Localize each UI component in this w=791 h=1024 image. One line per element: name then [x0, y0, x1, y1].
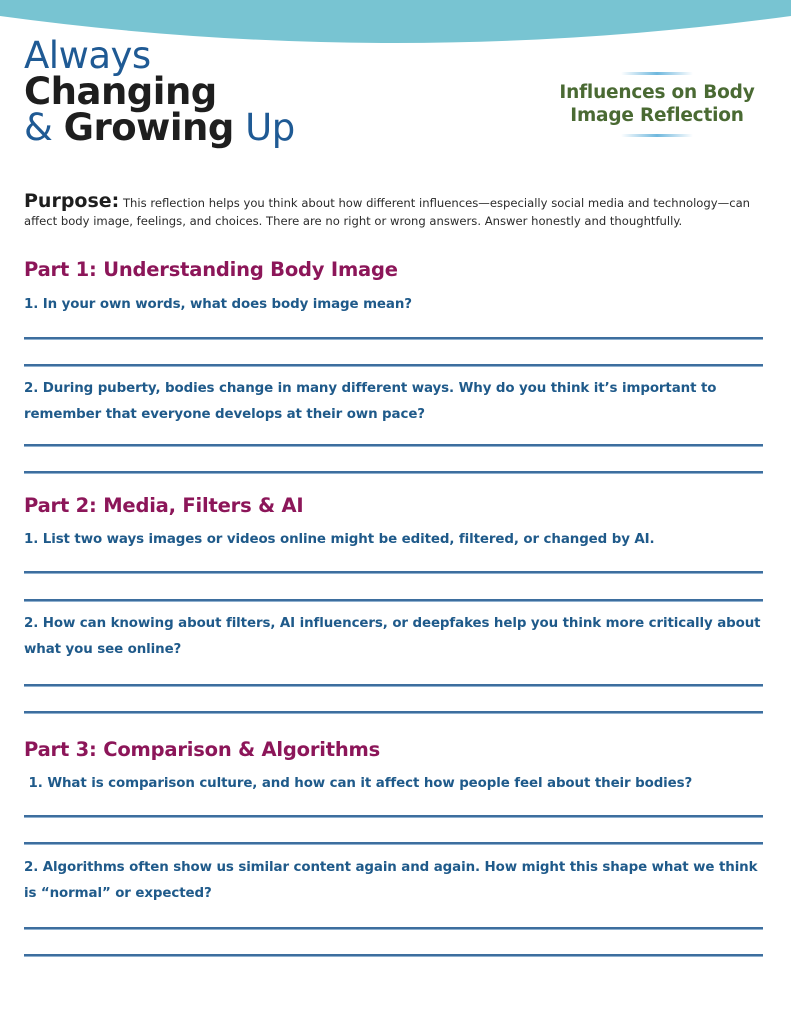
- answer-line[interactable]: [24, 571, 763, 574]
- worksheet-title-line2: Image Reflection: [570, 105, 744, 126]
- answer-line[interactable]: [24, 444, 763, 447]
- purpose-paragraph: [24, 192, 774, 230]
- answer-line[interactable]: [24, 927, 763, 930]
- answer-line[interactable]: [24, 711, 763, 714]
- purpose-label: Purpose:: [24, 190, 120, 212]
- brand-logo: [24, 34, 295, 149]
- question-1-2: 2. During puberty, bodies change in many different ways. Why do you think it’s important to remember that everyone develops at their own pace?: [24, 381, 717, 422]
- answer-line[interactable]: [24, 337, 763, 340]
- question-3-1: 1. What is comparison culture, and how can it affect how people feel about their bodies?: [24, 776, 693, 791]
- logo-line-always: Always: [24, 34, 151, 77]
- answer-line[interactable]: [24, 364, 763, 367]
- badge-bottom-swoosh-icon: [621, 134, 693, 137]
- answer-line[interactable]: [24, 471, 763, 474]
- worksheet-title-line1: Influences on Body: [559, 82, 755, 103]
- logo-growing: Growing: [63, 106, 234, 149]
- logo-line-changing: Changing: [24, 70, 217, 113]
- question-2-2: 2. How can knowing about filters, AI influencers, or deepfakes help you think more critically about what you see online?: [24, 616, 761, 657]
- section-heading-part-1: Part 1: Understanding Body Image: [24, 258, 398, 281]
- answer-line[interactable]: [24, 599, 763, 602]
- badge-top-swoosh-icon: [621, 72, 693, 75]
- purpose-text: This reflection helps you think about how different influences—especially social media and technology—can affect body image, feelings, and choices. There are no right or wrong answers. Answer honestly and thoughtfully.: [24, 196, 751, 228]
- worksheet-title: [548, 81, 766, 127]
- section-heading-part-2: Part 2: Media, Filters & AI: [24, 494, 304, 517]
- answer-line[interactable]: [24, 954, 763, 957]
- answer-line[interactable]: [24, 815, 763, 818]
- section-heading-part-3: Part 3: Comparison & Algorithms: [24, 738, 381, 761]
- answer-line[interactable]: [24, 684, 763, 687]
- logo-ampersand: &: [24, 106, 53, 149]
- logo-up: Up: [245, 106, 295, 149]
- logo-line-growing-up: [24, 106, 295, 149]
- question-2-1: 1. List two ways images or videos online might be edited, filtered, or changed by AI.: [24, 532, 655, 547]
- worksheet-title-badge: [548, 72, 766, 137]
- question-1-1: 1. In your own words, what does body image mean?: [24, 297, 412, 312]
- answer-line[interactable]: [24, 842, 763, 845]
- question-3-2: 2. Algorithms often show us similar content again and again. How might this shape what we think is “normal” or expected?: [24, 860, 758, 901]
